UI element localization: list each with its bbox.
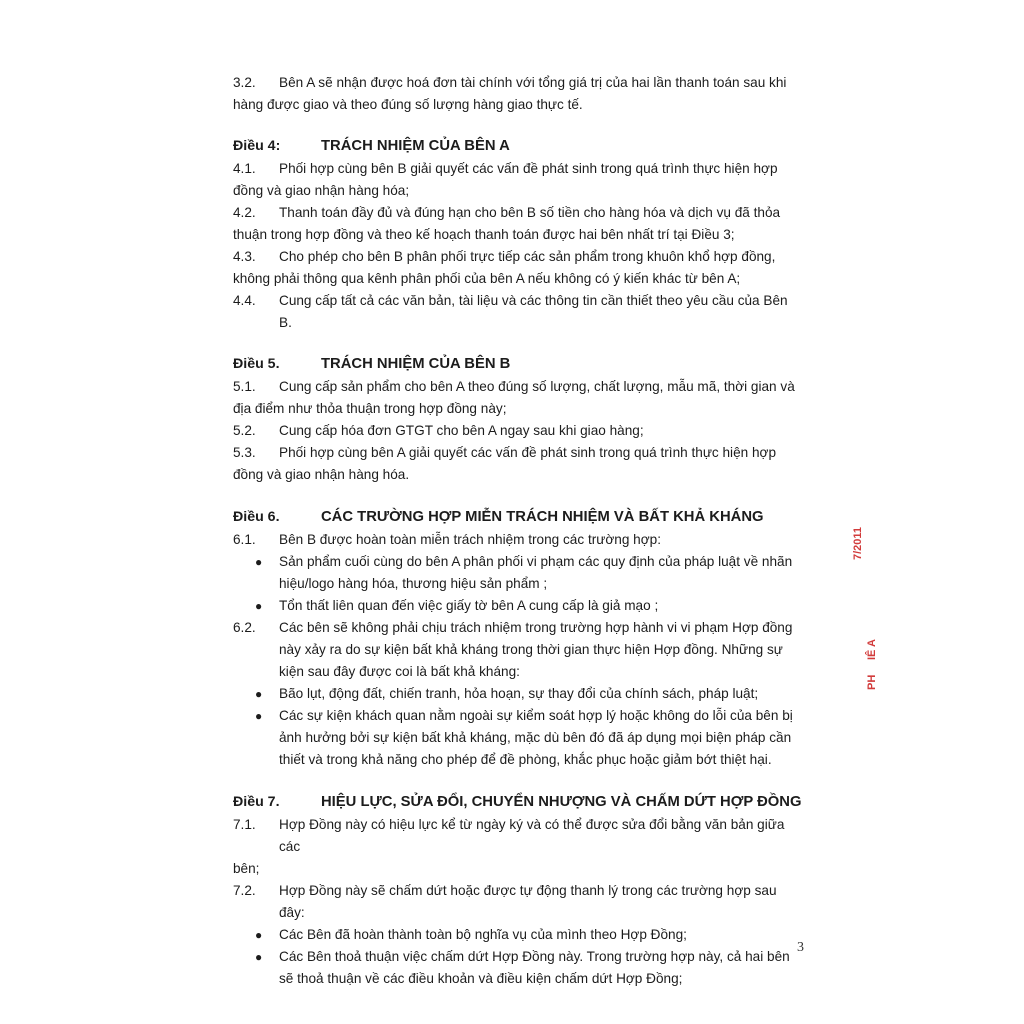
clause-text-line: hàng được giao và theo đúng số lượng hàng giao thực tế. xyxy=(233,97,583,112)
clause-6-2 xyxy=(233,617,803,639)
clause-5-2 xyxy=(233,420,803,442)
clause-number: 4.4. xyxy=(233,293,256,308)
clause-text-line: Thanh toán đầy đủ và đúng hạn cho bên B số tiền cho hàng hóa và dịch vụ đã thỏa xyxy=(279,205,781,220)
bullet-item xyxy=(255,683,803,705)
clause-number: 3.2. xyxy=(233,75,256,90)
bullet-text-line: Tổn thất liên quan đến việc giấy tờ bên A cung cấp là giả mạo ; xyxy=(279,598,659,613)
bullet-icon: ● xyxy=(255,928,263,942)
bullet-text-line: Bão lụt, động đất, chiến tranh, hỏa hoạn, sự thay đổi của chính sách, pháp luật; xyxy=(279,686,759,701)
clause-text-line: Phối hợp cùng bên B giải quyết các vấn đề phát sinh trong quá trình thực hiện hợp xyxy=(279,161,778,176)
bullet-icon: ● xyxy=(255,599,263,613)
bullet-text-line: ảnh hưởng bởi sự kiện bất khả kháng, mặc dù bên đó đã áp dụng mọi biện pháp cần xyxy=(279,730,792,745)
article-4-heading xyxy=(233,134,803,158)
bullet-item xyxy=(255,595,803,617)
bullet-text-line: Các sự kiện khách quan nằm ngoài sự kiểm soát hợp lý hoặc không do lỗi của bên bị xyxy=(279,708,793,723)
clause-number: 7.1. xyxy=(233,817,256,832)
page-number: 3 xyxy=(797,940,804,955)
bullet-icon: ● xyxy=(255,687,263,701)
clause-text-line: địa điểm như thỏa thuận trong hợp đồng này; xyxy=(233,401,507,416)
article-label: Điều 6. xyxy=(233,509,280,525)
clause-7-2 xyxy=(233,880,803,924)
clause-5-3 xyxy=(233,442,803,464)
article-7-heading xyxy=(233,790,803,814)
stamp-text: PH xyxy=(866,674,878,690)
clause-text-line: Bên B được hoàn toàn miễn trách nhiệm trong các trường hợp: xyxy=(279,532,661,547)
bullet-text-line: thiết và trong khả năng cho phép để đề phòng, khắc phục hoặc giảm bớt thiệt hại. xyxy=(279,752,772,767)
red-stamp xyxy=(846,526,878,690)
clause-4-2 xyxy=(233,202,803,224)
clause-text-line: kiện sau đây được coi là bất khả kháng: xyxy=(279,664,520,679)
clause-text-line: Hợp Đồng này có hiệu lực kể từ ngày ký và có thể được sửa đổi bằng văn bản giữa các xyxy=(279,817,785,854)
clause-number: 6.2. xyxy=(233,620,256,635)
clause-text-line: Các bên sẽ không phải chịu trách nhiệm trong trường hợp hành vi vi phạm Hợp đồng xyxy=(279,620,793,635)
clause-6-1 xyxy=(233,529,803,551)
bullet-continuation xyxy=(255,968,803,990)
clause-number: 7.2. xyxy=(233,883,256,898)
bullet-continuation xyxy=(255,727,803,749)
clause-text-line: bên; xyxy=(233,861,260,876)
bullet-text-line: hiệu/logo hàng hóa, thương hiệu sản phẩm ; xyxy=(279,576,548,591)
clause-number: 4.1. xyxy=(233,161,256,176)
bullet-item xyxy=(255,551,803,573)
clause-4-4 xyxy=(233,290,803,334)
stamp-text: IÊ A xyxy=(866,639,878,660)
clause-4-1 xyxy=(233,158,803,180)
article-title: HIỆU LỰC, SỬA ĐỔI, CHUYỂN NHƯỢNG VÀ CHẤM DỨT HỢP ĐỒNG xyxy=(321,794,802,810)
clause-5-1 xyxy=(233,376,803,398)
bullet-icon: ● xyxy=(255,709,263,723)
article-title: TRÁCH NHIỆM CỦA BÊN A xyxy=(321,138,510,154)
clause-4-3 xyxy=(233,246,803,268)
clause-text-line: Bên A sẽ nhận được hoá đơn tài chính với tổng giá trị của hai lần thanh toán sau khi xyxy=(279,75,787,90)
bullet-item xyxy=(255,705,803,727)
bullet-text-line: Các Bên thoả thuận việc chấm dứt Hợp Đồng này. Trong trường hợp này, cả hai bên xyxy=(279,949,790,964)
bullet-item xyxy=(255,946,803,968)
article-title: CÁC TRƯỜNG HỢP MIỄN TRÁCH NHIỆM VÀ BẤT KHẢ KHÁNG xyxy=(321,509,764,525)
clause-number: 6.1. xyxy=(233,532,256,547)
clause-number: 4.3. xyxy=(233,249,256,264)
clause-continuation xyxy=(233,661,803,683)
bullet-continuation xyxy=(255,573,803,595)
document-body xyxy=(233,72,803,990)
bullet-item xyxy=(255,924,803,946)
stamp-text: 7/2011 xyxy=(852,526,864,560)
clause-number: 4.2. xyxy=(233,205,256,220)
clause-text-line: Cung cấp hóa đơn GTGT cho bên A ngay sau khi giao hàng; xyxy=(279,423,644,438)
clause-text-line: thuận trong hợp đồng và theo kế hoạch thanh toán được hai bên nhất trí tại Điều 3; xyxy=(233,227,735,242)
bullet-text-line: sẽ thoả thuận về các điều khoản và điều kiện chấm dứt Hợp Đồng; xyxy=(279,971,683,986)
bullet-continuation xyxy=(255,749,803,771)
clause-text-line: đồng và giao nhận hàng hóa. xyxy=(233,467,410,482)
clause-continuation xyxy=(233,639,803,661)
article-label: Điều 7. xyxy=(233,794,280,810)
clause-text-line: này xảy ra do sự kiện bất khả kháng trong thời gian thực hiện Hợp đồng. Những sự xyxy=(279,642,783,657)
clause-text-line: Cung cấp tất cả các văn bản, tài liệu và các thông tin cần thiết theo yêu cầu của Bên B. xyxy=(279,293,788,330)
clause-text-line: Hợp Đồng này sẽ chấm dứt hoặc được tự động thanh lý trong các trường hợp sau đây: xyxy=(279,883,777,920)
clause-number: 5.1. xyxy=(233,379,256,394)
clause-text-line: Phối hợp cùng bên A giải quyết các vấn đề phát sinh trong quá trình thực hiện hợp xyxy=(279,445,777,460)
bullet-icon: ● xyxy=(255,950,263,964)
bullet-text-line: Sản phẩm cuối cùng do bên A phân phối vi phạm các quy định của pháp luật về nhãn xyxy=(279,554,793,569)
article-6-heading xyxy=(233,505,803,529)
article-5-heading xyxy=(233,352,803,376)
bullet-icon: ● xyxy=(255,555,263,569)
article-label: Điều 4: xyxy=(233,138,281,154)
article-label: Điều 5. xyxy=(233,356,280,372)
clause-text-line: Cho phép cho bên B phân phối trực tiếp các sản phẩm trong khuôn khổ hợp đồng, xyxy=(279,249,776,264)
clause-text-line: đồng và giao nhận hàng hóa; xyxy=(233,183,410,198)
clause-number: 5.3. xyxy=(233,445,256,460)
clause-text-line: không phải thông qua kênh phân phối của bên A nếu không có ý kiến khác từ bên A; xyxy=(233,271,741,286)
clause-7-1 xyxy=(233,814,803,858)
bullet-text-line: Các Bên đã hoàn thành toàn bộ nghĩa vụ của mình theo Hợp Đồng; xyxy=(279,927,687,942)
clause-number: 5.2. xyxy=(233,423,256,438)
clause-3-2 xyxy=(233,72,803,94)
clause-text-line: Cung cấp sản phẩm cho bên A theo đúng số lượng, chất lượng, mẫu mã, thời gian và xyxy=(279,379,795,394)
article-title: TRÁCH NHIỆM CỦA BÊN B xyxy=(321,356,511,372)
